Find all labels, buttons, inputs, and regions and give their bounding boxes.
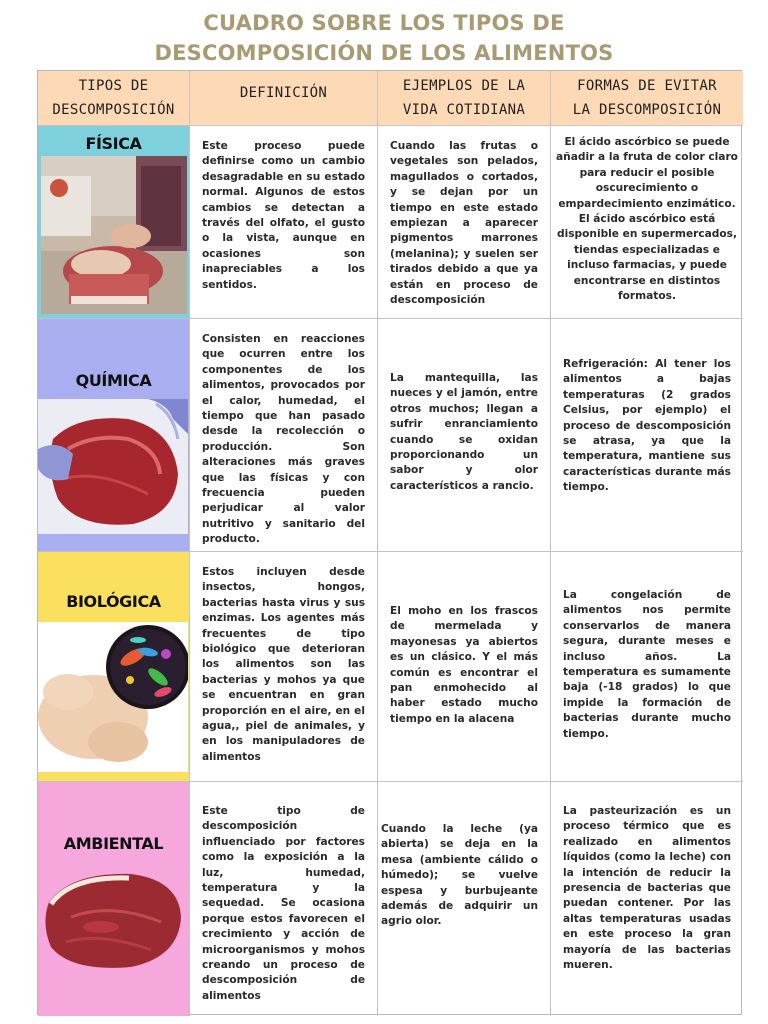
header-types-line2: DESCOMPOSICIÓN (52, 102, 175, 118)
definition-text-biologica: Estos incluyen desde insectos, hongos, bacterias hasta virus y sus enzimas. Los agentes más frecuentes de tipo biológico que deterioran los alimentos son las bacterias y mohos ya que se encuentran en gran proporción en el aire, en el agua,, piel de animales, y en los manipuladores de alimentos (202, 566, 365, 763)
header-types (38, 71, 190, 126)
type-cell-ambiental (38, 782, 190, 1016)
prevention-text-fisica: El ácido ascórbico se puede añadir a la fruta de color claro para reducir el posible oscurecimiento o empardecimiento enzimático. El ácido ascórbico está disponible en supermercados, tiendas especializadas e incluso farmacias, y puede encontrarse en distintos formatos. (556, 136, 738, 303)
raw-beef-gloves-photo (38, 399, 188, 534)
example-biologica (378, 552, 551, 782)
header-types-line1: TIPOS DE (78, 78, 149, 94)
example-text-ambiental: Cuando la leche (ya abierta) se deja en la mesa (ambiente cálido o húmedo); se vuelve espesa y burbujeante además de adquirir un agrio olor. (381, 823, 538, 928)
butcher-meat-photo (41, 156, 187, 314)
example-text-quimica: La mantequilla, las nueces y el jamón, entre otros muchos; llegan a sufrir enranciamiento cuando se oxidan proporcionando un sabor y olor característicos a rancio. (390, 372, 538, 492)
page-title (0, 8, 768, 68)
example-text-fisica: Cuando las frutas o vegetales son pelados, magullados o cortados, y se dejan por un tiempo en este estado empiezan a aparecer pigmentos marrones (melanina); y suelen ser tirados debido a que ya están en proceso de descomposición (390, 140, 538, 307)
prevention-biologica (551, 552, 743, 782)
header-definition (190, 71, 378, 126)
header-definition-label: DEFINICIÓN (239, 85, 328, 101)
type-cell-biologica (38, 552, 190, 782)
definition-text-fisica: Este proceso puede definirse como un cambio desagradable en su estado normal. Algunos de estos cambios se detectan a través del olfato, el gusto o la vista, aunque en ocasiones son inapreciables a los sentidos. (202, 140, 365, 291)
header-examples-line2: VIDA COTIDIANA (402, 102, 526, 118)
prevention-ambiental (551, 782, 743, 1016)
definition-quimica (190, 319, 378, 552)
header-examples-line1: EJEMPLOS DE LA (402, 78, 526, 94)
type-label-quimica: QUÍMICA (75, 371, 152, 390)
prevention-fisica (551, 126, 743, 319)
header-prevention (551, 71, 743, 126)
prevention-text-quimica: Refrigeración: Al tener los alimentos a bajas temperaturas (2 grados Celsius, por ejemplo) el proceso de descomposición se atrasa, ya que la temperatura, mantiene sus características durante más tiempo. (563, 358, 731, 494)
type-cell-quimica (38, 319, 190, 552)
prevention-text-ambiental: La pasteurización es un proceso térmico que es realizado en alimentos líquidos (como la leche) con la intención de reducir la presencia de bacterias que puedan contener. Por las altas temperaturas usadas en este proceso la gran mayoría de las bacterias mueren. (563, 805, 731, 972)
definition-fisica (190, 126, 378, 319)
title-line-2: DESCOMPOSICIÓN DE LOS ALIMENTOS (154, 41, 614, 65)
prevention-text-biologica: La congelación de alimentos nos permite conservarlos de manera segura, durante meses e incluso años. La temperatura es sumamente baja (-18 grados) lo que impide la formación de bacterias durante mucho tiempo. (563, 589, 731, 740)
definition-text-quimica: Consisten en reacciones que ocurren entre los componentes de los alimentos, provocados por el calor, humedad, el tiempo que han pasado desde la recolección o producción. Son alteraciones más graves que las físicas y con frecuencia pueden perjudicar al valor nutritivo y sanitario del producto. (202, 333, 365, 546)
example-ambiental (378, 782, 551, 1016)
definition-text-ambiental: Este tipo de descomposición influenciado por factores como la exposición a la luz, humedad, temperatura y la sequedad. Se ocasiona porque estos favorecen el crecimiento y acción de microorganismos y mohos creando un proceso de descomposición de alimentos (202, 805, 365, 1002)
example-quimica (378, 319, 551, 552)
decomposition-table (37, 70, 742, 1015)
header-examples (378, 71, 551, 126)
type-label-ambiental: AMBIENTAL (63, 834, 164, 853)
example-text-biologica: El moho en los frascos de mermelada y mayonesas ya abiertos es un clásico. Y el más común es encontrar el pan enmohecido al haber estado mucho tiempo en la alacena (390, 605, 538, 725)
header-prevention-line2: LA DESCOMPOSICIÓN (572, 102, 722, 118)
raw-chicken-bacteria-photo (38, 622, 188, 772)
prevention-quimica (551, 319, 743, 552)
definition-biologica (190, 552, 378, 782)
definition-ambiental (190, 782, 378, 1016)
header-prevention-line1: FORMAS DE EVITAR (577, 78, 717, 94)
type-cell-fisica (38, 126, 190, 319)
example-fisica (378, 126, 551, 319)
type-label-fisica: FÍSICA (85, 134, 142, 153)
title-line-1: CUADRO SOBRE LOS TIPOS DE (203, 11, 565, 35)
type-label-biologica: BIOLÓGICA (66, 592, 161, 611)
raw-beef-steak-photo (41, 862, 187, 974)
